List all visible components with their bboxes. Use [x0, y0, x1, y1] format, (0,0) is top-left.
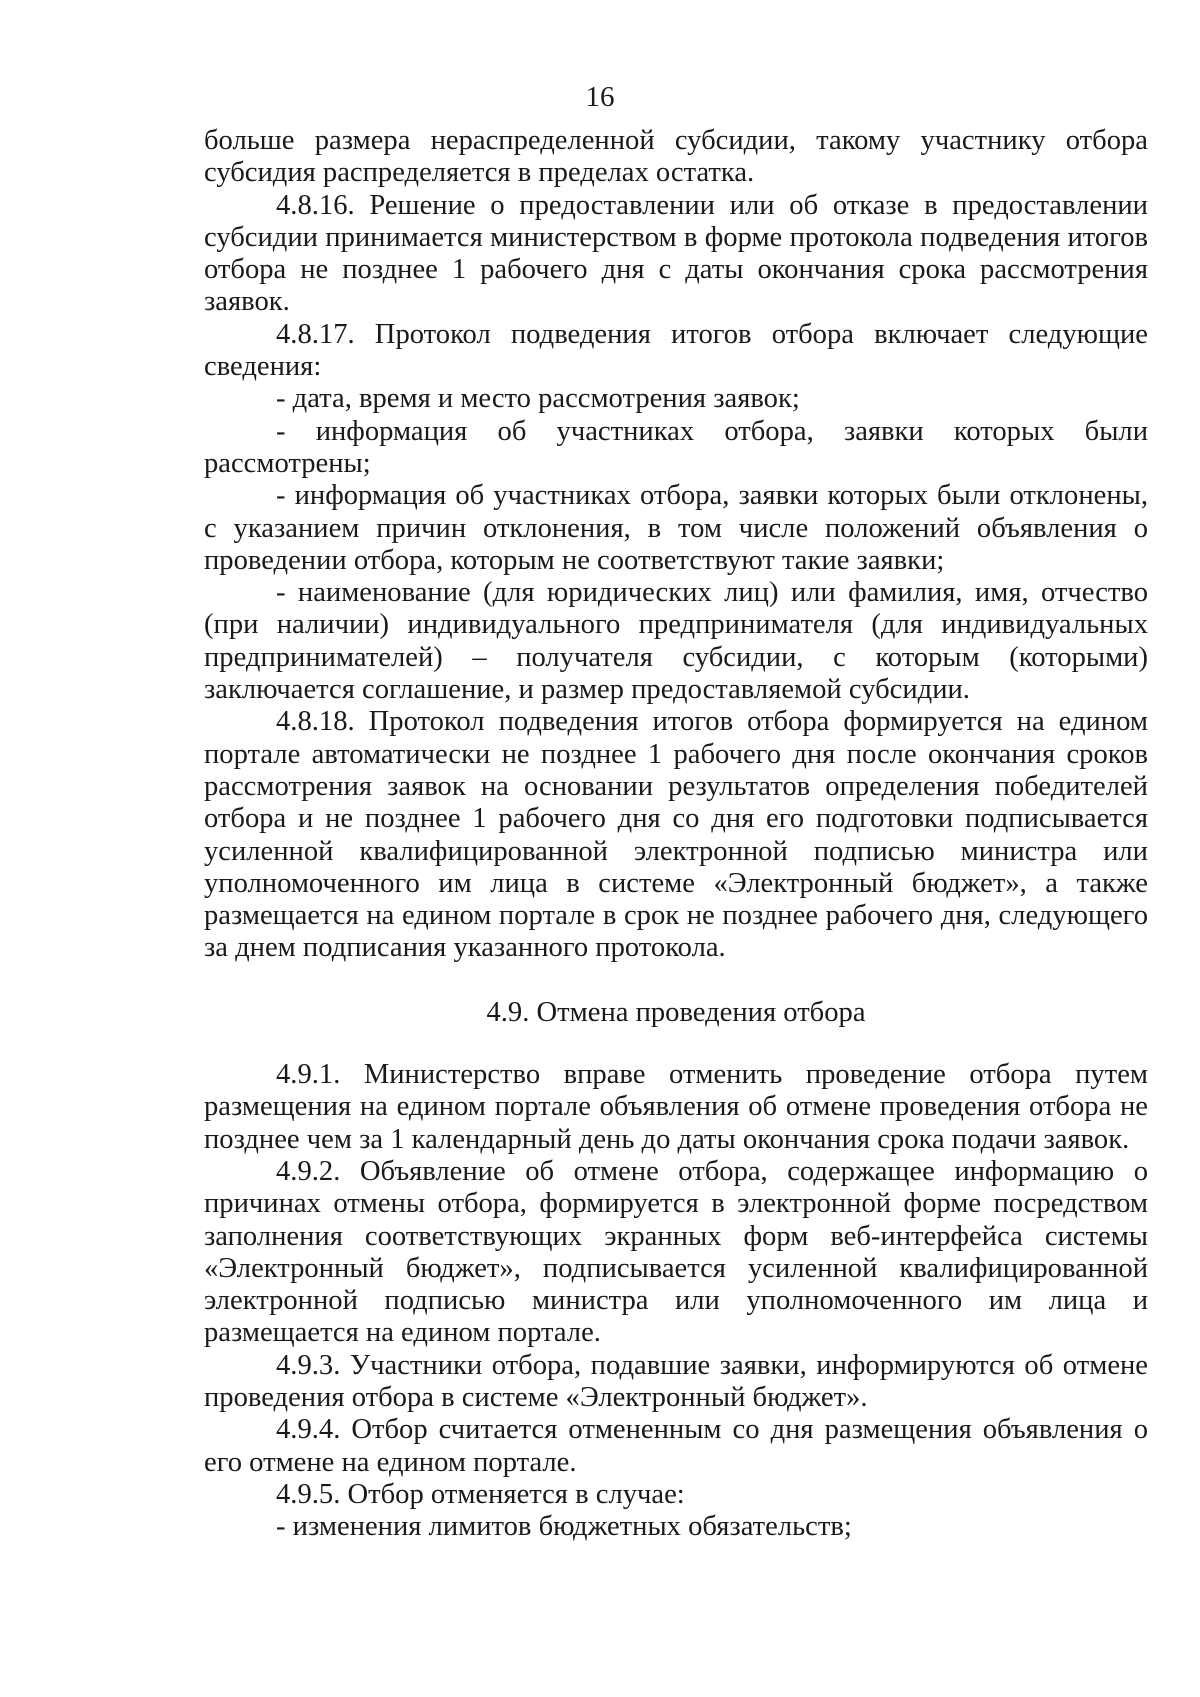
paragraph-4-9-5: 4.9.5. Отбор отменяется в случае: — [276, 1478, 685, 1510]
paragraph-4-8-16: 4.8.16. Решение о предоставлении или об отказе в предоставлении субсидии принимается министерством в форме протокола подведения итогов отбора не позднее 1 рабочего дня с даты окончания срока рассмотрения заявок. — [204, 189, 1148, 318]
list-item-rejected-applications: - информация об участниках отбора, заявки которых были отклонены, с указанием причин отклонения, в том числе положений объявления о проведении отбора, которым не соответствуют такие заявки; — [204, 480, 1148, 576]
paragraph-4-9-4: 4.9.4. Отбор считается отмененным со дня размещения объявления о его отмене на едином портале. — [204, 1414, 1148, 1478]
paragraph-4-9-1: 4.9.1. Министерство вправе отменить проведение отбора путем размещения на едином портале объявления об отмене проведения отбора не позднее чем за 1 календарный день до даты окончания срока подачи заявок. — [204, 1059, 1148, 1155]
page-number: 16 — [585, 81, 615, 113]
paragraph-4-9-3: 4.9.3. Участники отбора, подавшие заявки, информируются об отмене проведения отбора в системе «Электронный бюджет». — [204, 1349, 1148, 1413]
section-heading-4-9: 4.9. Отмена проведения отбора — [486, 996, 866, 1028]
paragraph-4-9-2: 4.9.2. Объявление об отмене отбора, содержащее информацию о причинах отмены отбора, формируется в электронной форме посредством заполнения соответствующих экранных форм веб-интерфейса системы «Электронный бюджет», подписывается усиленной квалифицированной электронной подписью министра или уполномоченного им лица и размещается на едином портале. — [204, 1155, 1148, 1349]
list-item-reviewed-applications: - информация об участниках отбора, заявки которых были рассмотрены; — [204, 415, 1148, 479]
list-item-subsidy-recipient: - наименование (для юридических лиц) или фамилия, имя, отчество (при наличии) индивидуального предпринимателя (для индивидуальных предпринимателей) – получателя субсидии, с которым (которыми) заключается соглашение, и размер предоставляемой субсидии. — [204, 577, 1148, 706]
paragraph-continuation: больше размера нераспределенной субсидии, такому участнику отбора субсидия распределяется в пределах остатка. — [204, 125, 1148, 189]
paragraph-4-8-17: 4.8.17. Протокол подведения итогов отбора включает следующие сведения: — [204, 318, 1148, 383]
list-item-date-time-place: - дата, время и место рассмотрения заявок; — [276, 383, 800, 415]
paragraph-4-8-18: 4.8.18. Протокол подведения итогов отбора формируется на едином портале автоматически не позднее 1 рабочего дня после окончания сроков рассмотрения заявок на основании результатов определения победителей отбора и не позднее 1 рабочего дня со дня его подготовки подписывается усиленной квалифицированной электронной подписью министра или уполномоченного им лица в системе «Электронный бюджет», а также размещается на едином портале в срок не позднее рабочего дня, следующего за днем подписания указанного протокола. — [204, 706, 1148, 964]
list-item-budget-limits: - изменения лимитов бюджетных обязательств; — [276, 1511, 852, 1543]
document-body — [204, 125, 1148, 1543]
